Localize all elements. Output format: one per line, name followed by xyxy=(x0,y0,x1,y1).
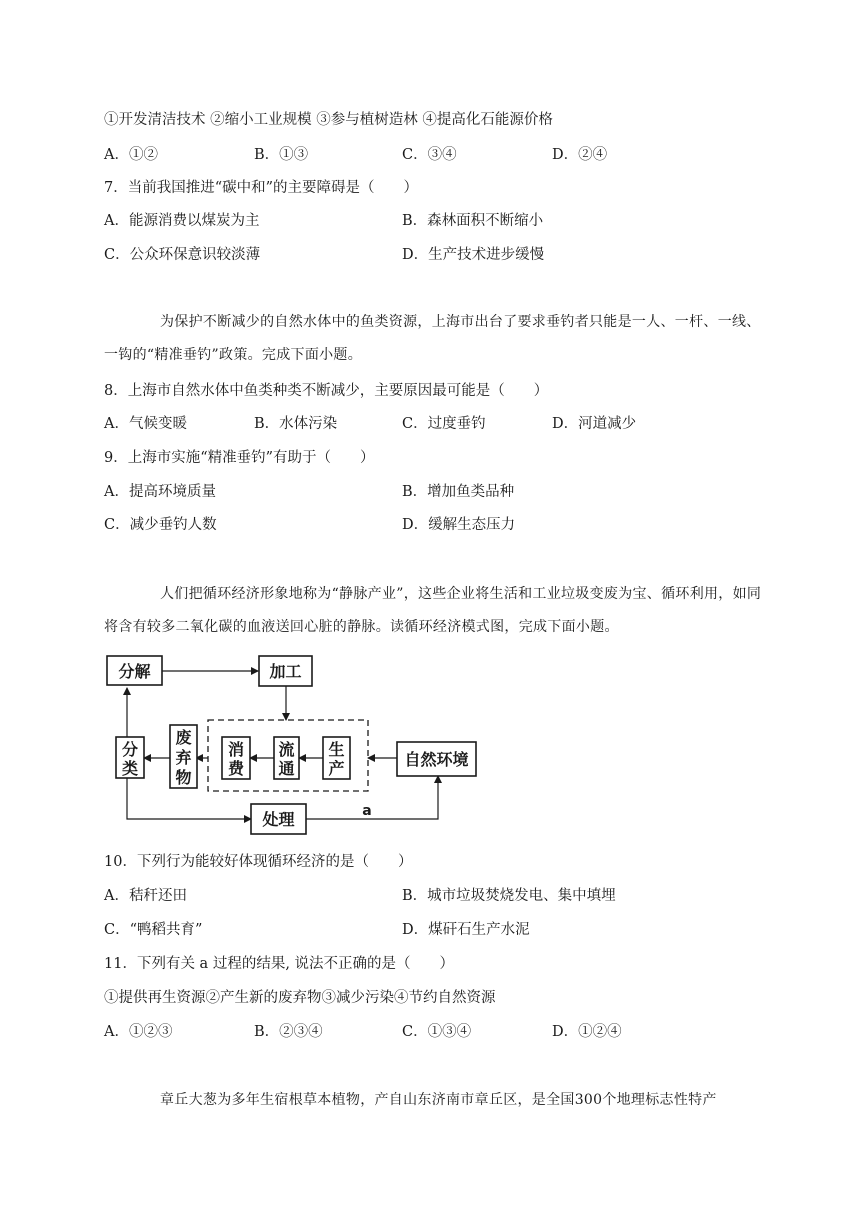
q7-options-row2 xyxy=(104,245,764,265)
q6-option-c: C．③④ xyxy=(402,147,457,163)
box-jiagong-label: 加工 xyxy=(269,662,302,681)
box-liutong-char1: 流 xyxy=(278,740,295,759)
box-jiagong xyxy=(259,656,312,686)
q10-question: 10．下列行为能较好体现循环经济的是（ ） xyxy=(104,854,413,870)
box-shengchan-char1: 生 xyxy=(328,740,345,759)
box-fenlei xyxy=(116,737,144,778)
q11-option-a: A．①②③ xyxy=(104,1024,173,1040)
q7-option-c: C．公众环保意识较淡薄 xyxy=(104,247,261,263)
q9-options-row1 xyxy=(104,482,764,502)
q7-option-b: B．森林面积不断缩小 xyxy=(402,213,544,229)
q10-option-d: D．煤矸石生产水泥 xyxy=(402,922,530,938)
box-fenjie-label: 分解 xyxy=(118,662,151,681)
box-shengchan xyxy=(323,737,350,779)
box-fenjie xyxy=(107,656,162,685)
q9-option-c: C．减少垂钓人数 xyxy=(104,517,217,533)
q10-option-b: B．城市垃圾焚烧发电、集中填埋 xyxy=(402,888,616,904)
q11-statements: ①提供再生资源②产生新的废弃物③减少污染④节约自然资源 xyxy=(104,990,496,1006)
passage-circular-economy: 人们把循环经济形象地称为“静脉产业”，这些企业将生活和工业垃圾变废为宝、循环利用，如同将含有较多二氧化碳的血液送回心脏的静脉。读循环经济模式图，完成下面小题。 xyxy=(104,586,762,635)
q11-option-d: D．①②④ xyxy=(552,1024,622,1040)
q10-options-row2 xyxy=(104,920,764,940)
box-shengchan-char2: 产 xyxy=(328,759,345,778)
q9-option-d: D．缓解生态压力 xyxy=(402,517,516,533)
q7-option-a: A．能源消费以煤炭为主 xyxy=(104,213,260,229)
box-feiqiwu-char1: 废 xyxy=(175,728,192,747)
box-feiqiwu xyxy=(170,725,197,788)
q8-question: 8．上海市自然水体中鱼类种类不断减少，主要原因最可能是（ ） xyxy=(104,383,549,399)
box-feiqiwu-char3: 物 xyxy=(175,768,192,787)
q11-question: 11．下列有关 a 过程的结果, 说法不正确的是（ ） xyxy=(104,956,455,972)
circular-economy-diagram xyxy=(100,650,490,840)
q11-option-b: B．②③④ xyxy=(254,1024,323,1040)
box-xiaofei-char2: 费 xyxy=(227,759,245,778)
box-xiaofei-char1: 消 xyxy=(227,740,245,759)
q6-statements: ①开发清洁技术 ②缩小工业规模 ③参与植树造林 ④提高化石能源价格 xyxy=(104,112,553,128)
box-liutong-char2: 通 xyxy=(278,759,295,778)
q6-option-b: B．①③ xyxy=(254,147,309,163)
q9-question: 9．上海市实施“精准垂钓”有助于（ ） xyxy=(104,450,375,466)
box-ziran-huanjing-label: 自然环境 xyxy=(404,750,469,769)
q10-option-c: C．“鸭稻共育” xyxy=(104,922,203,938)
q8-option-d: D．河道减少 xyxy=(552,416,637,432)
arrow-a-chuli-to-ziran xyxy=(306,776,438,819)
box-xiaofei xyxy=(222,737,250,779)
q7-question: 7．当前我国推进“碳中和”的主要障碍是（ ） xyxy=(104,180,419,196)
q9-option-b: B．增加鱼类品种 xyxy=(402,484,515,500)
q6-option-a: A．①② xyxy=(104,147,158,163)
q7-options-row1 xyxy=(104,211,764,231)
process-a-label: a xyxy=(362,803,372,819)
q6-options xyxy=(104,145,764,165)
passage-fishing: 为保护不断减少的自然水体中的鱼类资源，上海市出台了要求垂钓者只能是一人、一杆、一线、一钩的“精准垂钓”政策。完成下面小题。 xyxy=(104,314,761,363)
q9-option-a: A．提高环境质量 xyxy=(104,484,216,500)
box-feiqiwu-char2: 弃 xyxy=(175,748,192,767)
q11-option-c: C．①③④ xyxy=(402,1024,472,1040)
box-chuli-label: 处理 xyxy=(262,810,295,829)
q7-option-d: D．生产技术进步缓慢 xyxy=(402,247,545,263)
q6-option-d: D．②④ xyxy=(552,147,608,163)
q8-option-a: A．气候变暖 xyxy=(104,416,187,432)
box-fenlei-char1: 分 xyxy=(121,740,139,759)
q10-options-row1 xyxy=(104,886,764,906)
box-ziran-huanjing xyxy=(397,742,476,776)
q11-options xyxy=(104,1022,764,1042)
q9-options-row2 xyxy=(104,515,764,535)
box-chuli xyxy=(251,804,306,834)
q8-option-c: C．过度垂钓 xyxy=(402,416,486,432)
q10-option-a: A．秸秆还田 xyxy=(104,888,187,904)
box-fenlei-char2: 类 xyxy=(121,759,139,778)
box-liutong xyxy=(274,737,299,779)
passage-zhangqiu-scallion: 章丘大葱为多年生宿根草本植物，产自山东济南市章丘区，是全国300个地理标志性特产 xyxy=(160,1092,717,1108)
q8-options xyxy=(104,414,764,434)
q8-option-b: B．水体污染 xyxy=(254,416,338,432)
